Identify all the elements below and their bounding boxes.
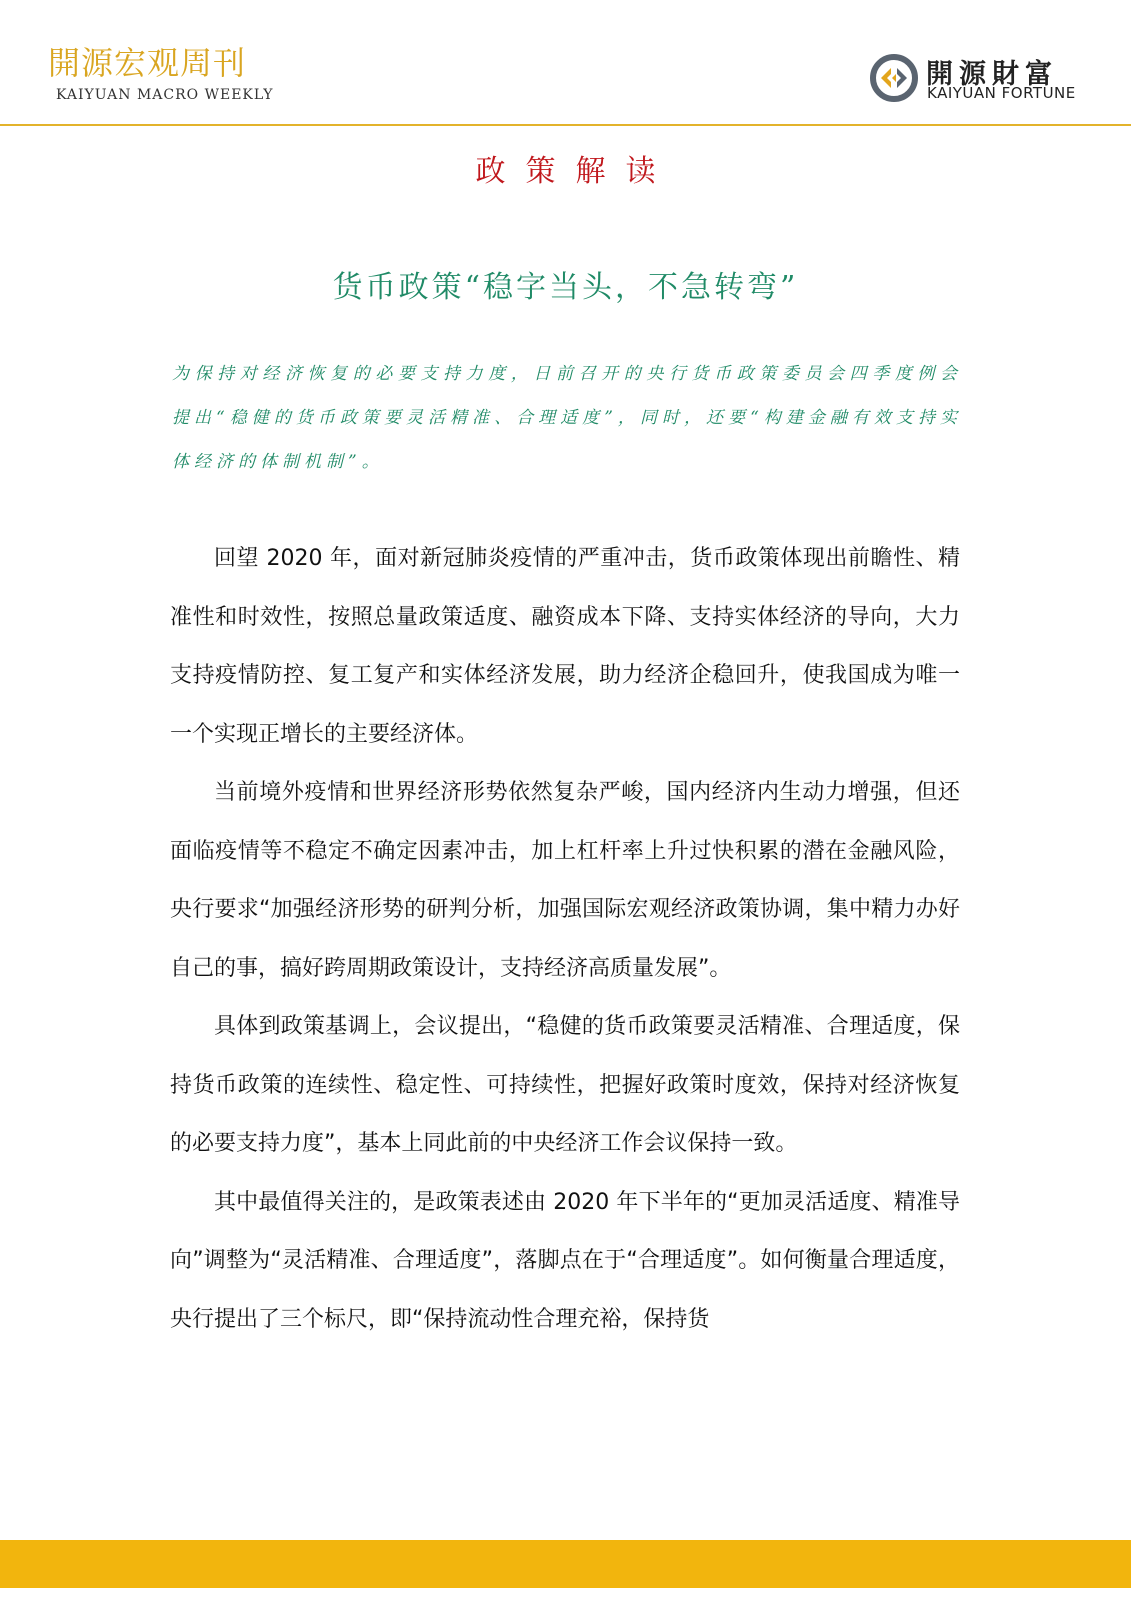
body-paragraph: 当前境外疫情和世界经济形势依然复杂严峻，国内经济内生动力增强，但还面临疫情等不稳定不确定因素冲击，加上杠杆率上升过快积累的潜在金融风险，央行要求“加强经济形势的研判分析，加强国际宏观经济政策协调，集中精力办好自己的事，搞好跨周期政策设计，支持经济高质量发展”。 <box>170 780 960 981</box>
publication-subtitle: KAIYUAN MACRO WEEKLY <box>56 87 274 103</box>
header-divider <box>0 124 1131 126</box>
body-paragraph: 其中最值得关注的，是政策表述由 2020 年下半年的“更加灵活适度、精准导向”调整为“灵活精准、合理适度”，落脚点在于“合理适度”。如何衡量合理适度，央行提出了三个标尺，即“保持流动性合理充裕，保持货 <box>170 1189 960 1332</box>
logo-english-text: KAIYUAN FORTUNE <box>927 84 1076 102</box>
body-paragraph: 具体到政策基调上，会议提出，“稳健的货币政策要灵活精准、合理适度，保持货币政策的连续性、稳定性、可持续性，把握好政策时度效，保持对经济恢复的必要支持力度”，基本上同此前的中央经济工作会议保持一致。 <box>170 1014 960 1156</box>
kaiyuan-logo-icon <box>868 52 920 104</box>
section-title: 政策解读 <box>475 154 676 189</box>
page-header <box>0 0 1131 126</box>
kaiyuan-fortune-logo <box>868 50 1098 106</box>
logo-chinese-text: 開源財富 <box>926 59 1058 90</box>
article-title: 货币政策“稳字当头，不急转弯” <box>332 270 799 305</box>
footer-band <box>0 1540 1131 1588</box>
body-paragraph: 回望 2020 年，面对新冠肺炎疫情的严重冲击，货币政策体现出前瞻性、精准性和时效性，按照总量政策适度、融资成本下降、支持实体经济的导向，大力支持疫情防控、复工复产和实体经济发展，助力经济企稳回升，使我国成为唯一一个实现正增长的主要经济体。 <box>170 546 960 747</box>
article-abstract: 为保持对经济恢复的必要支持力度，日前召开的央行货币政策委员会四季度例会提出“稳健的货币政策要灵活精准、合理适度”，同时，还要“构建金融有效支持实体经济的体制机制”。 <box>172 364 962 472</box>
publication-title: 開源宏观周刊 <box>48 44 247 82</box>
article-body <box>170 530 960 1349</box>
